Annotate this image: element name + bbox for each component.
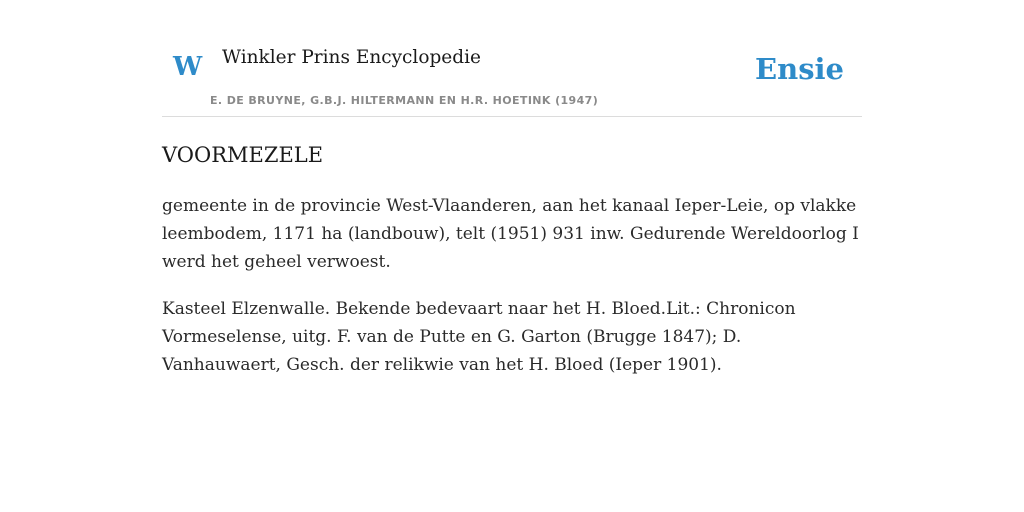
article-paragraph: Kasteel Elzenwalle. Bekende bedevaart naar het H. Bloed.Lit.: Chronicon Vormeselense, uitg. F. van de Putte en G. Garton (Brugge 1847); D. Vanhauwaert, Gesch. der relikwie van het H. Bloed (Ieper 1901). bbox=[162, 299, 796, 375]
publication-title[interactable]: Winkler Prins Encyclopedie bbox=[222, 47, 481, 68]
publication-authors: E. DE BRUYNE, G.B.J. HILTERMANN EN H.R. HOETINK (1947) bbox=[210, 94, 599, 107]
publication-logo-icon[interactable]: W bbox=[173, 52, 203, 82]
publication-header bbox=[162, 0, 862, 117]
article-body bbox=[162, 192, 862, 398]
article-title: VOORMEZELE bbox=[162, 143, 324, 167]
ensie-logo-link[interactable]: Ensie bbox=[755, 52, 844, 86]
article-paragraph: gemeente in de provincie West-Vlaanderen, aan het kanaal Ieper-Leie, op vlakke leembodem, 1171 ha (landbouw), telt (1951) 931 inw. Gedurende Wereldoorlog I werd het geheel verwoest. bbox=[162, 196, 859, 272]
